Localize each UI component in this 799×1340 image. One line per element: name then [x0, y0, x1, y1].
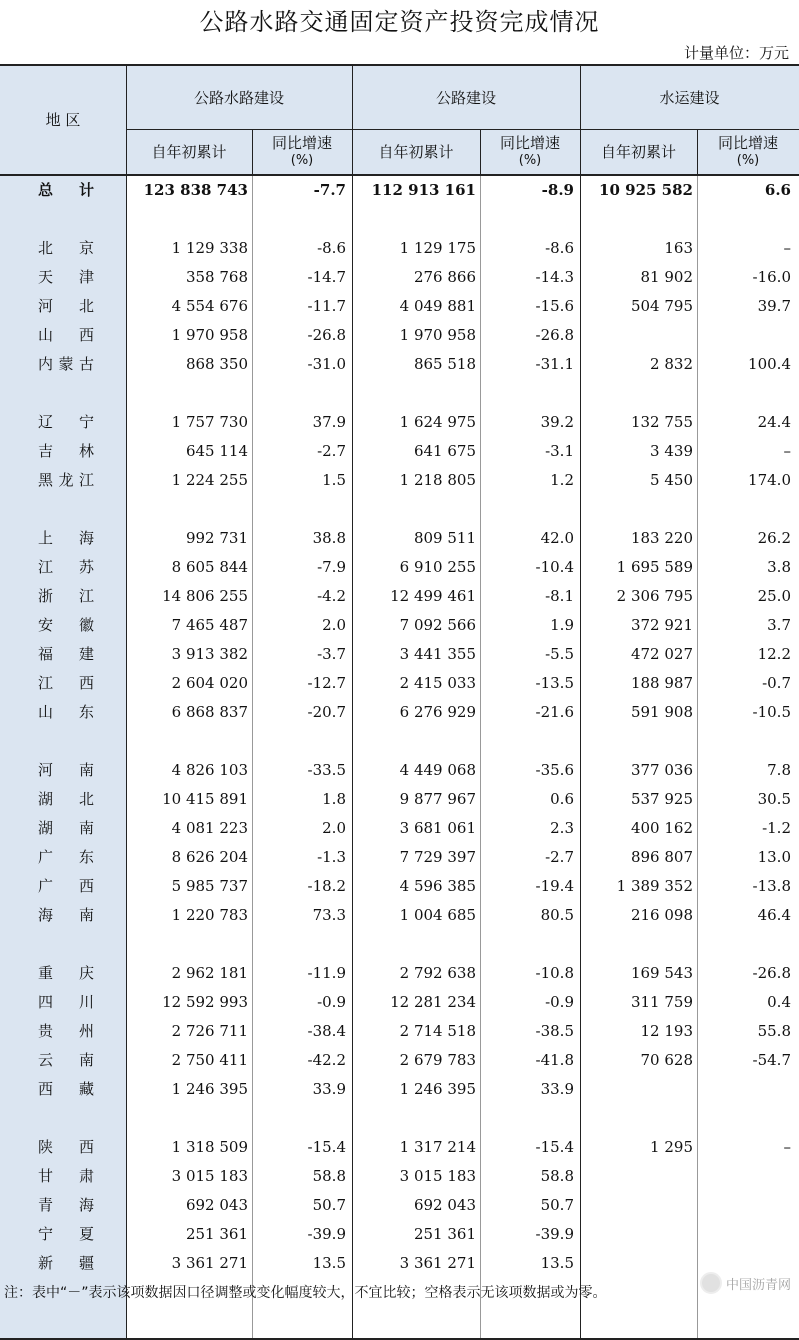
table-row [0, 640, 799, 669]
cum-water-cell: 12 193 [640, 1022, 693, 1040]
yoy-water-cell: -54.7 [752, 1051, 791, 1069]
yoy-total-cell: -2.7 [317, 442, 346, 460]
region-name: 天津 [38, 268, 94, 286]
yoy-total-cell: 1.8 [322, 790, 346, 808]
header-yoy-line1: 同比增速 [717, 134, 778, 152]
cum-total-cell: 4 081 223 [171, 819, 248, 837]
cum-road-cell: 641 675 [413, 442, 476, 460]
cum-road-cell: 1 317 214 [399, 1138, 476, 1156]
yoy-total-cell: -12.7 [307, 674, 346, 692]
yoy-road-cell: 50.7 [540, 1196, 574, 1214]
region-name: 西藏 [38, 1080, 94, 1098]
cum-road-cell: 2 679 783 [399, 1051, 476, 1069]
table-row [0, 582, 799, 611]
region-name: 宁夏 [38, 1225, 94, 1243]
cum-total-cell: 5 985 737 [171, 877, 248, 895]
cum-water-cell [580, 1191, 697, 1220]
cum-total-cell: 1 970 958 [171, 326, 248, 344]
watermark-logo-icon [700, 1272, 722, 1294]
header-yoy-line2: (%) [736, 153, 760, 168]
watermark [700, 1268, 791, 1298]
yoy-total-cell: -7.9 [317, 558, 346, 576]
yoy-road-cell: 58.8 [540, 1167, 574, 1185]
yoy-water-cell: – [783, 239, 791, 257]
region-name: 甘肃 [38, 1167, 94, 1185]
region-name: 安徽 [38, 616, 94, 634]
cum-water-cell: 377 036 [630, 761, 693, 779]
yoy-road-cell: -15.6 [535, 297, 574, 315]
cum-water-cell [580, 1075, 697, 1104]
table-row [0, 1075, 799, 1104]
table-row [0, 611, 799, 640]
yoy-total-cell: -3.7 [317, 645, 346, 663]
cum-total-cell: 3 361 271 [171, 1254, 248, 1272]
cum-total-cell: 123 838 743 [143, 181, 248, 199]
cum-road-cell: 1 246 395 [399, 1080, 476, 1098]
region-name: 北京 [38, 239, 94, 257]
cum-total-cell: 692 043 [185, 1196, 248, 1214]
region-name: 广东 [38, 848, 94, 866]
yoy-water-cell: – [783, 442, 791, 460]
cum-total-cell: 645 114 [185, 442, 248, 460]
table-row [0, 1017, 799, 1046]
cum-road-cell: 3 361 271 [399, 1254, 476, 1272]
cum-total-cell: 868 350 [185, 355, 248, 373]
yoy-road-cell: 13.5 [540, 1254, 574, 1272]
yoy-water-cell: 12.2 [757, 645, 791, 663]
table-row [0, 756, 799, 785]
yoy-total-cell: 2.0 [322, 819, 346, 837]
cum-water-cell [580, 1220, 697, 1249]
header-region: 地 区 [45, 110, 81, 129]
table-row [0, 234, 799, 263]
cum-total-cell: 3 015 183 [171, 1167, 248, 1185]
yoy-road-cell: -3.1 [545, 442, 574, 460]
yoy-road-cell: 80.5 [540, 906, 574, 924]
table-row [0, 698, 799, 727]
yoy-total-cell: -18.2 [307, 877, 346, 895]
cum-water-cell: 400 162 [630, 819, 693, 837]
table-row [0, 553, 799, 582]
cum-total-cell: 358 768 [185, 268, 248, 286]
region-name: 山西 [38, 326, 94, 344]
yoy-total-cell: -26.8 [307, 326, 346, 344]
cum-water-cell: 2 306 795 [616, 587, 693, 605]
cum-water-cell: 2 832 [650, 355, 693, 373]
yoy-road-cell: -15.4 [535, 1138, 574, 1156]
yoy-water-cell [697, 1220, 799, 1249]
table-row [0, 843, 799, 872]
table-row [0, 408, 799, 437]
cum-road-cell: 3 681 061 [399, 819, 476, 837]
yoy-road-cell: -0.9 [545, 993, 574, 1011]
yoy-water-cell [697, 1191, 799, 1220]
cum-water-cell: 1 295 [650, 1138, 693, 1156]
yoy-water-cell: 100.4 [748, 355, 791, 373]
cum-water-cell: 1 695 589 [616, 558, 693, 576]
cum-total-cell: 2 604 020 [171, 674, 248, 692]
yoy-water-cell: 3.8 [767, 558, 791, 576]
yoy-water-cell: -26.8 [752, 964, 791, 982]
cum-water-cell: 537 925 [630, 790, 693, 808]
table-row [0, 872, 799, 901]
yoy-water-cell: -16.0 [752, 268, 791, 286]
cum-total-cell: 7 465 487 [171, 616, 248, 634]
total-row [0, 176, 799, 205]
cum-water-cell [580, 321, 697, 350]
yoy-road-cell: 2.3 [550, 819, 574, 837]
yoy-total-cell: 1.5 [322, 471, 346, 489]
yoy-road-cell: -41.8 [535, 1051, 574, 1069]
region-name: 吉林 [38, 442, 94, 460]
yoy-total-cell: -20.7 [307, 703, 346, 721]
cum-water-cell: 5 450 [650, 471, 693, 489]
yoy-water-cell: 55.8 [757, 1022, 791, 1040]
region-name: 总 计 [38, 181, 94, 199]
table-row [0, 1046, 799, 1075]
yoy-total-cell: -11.9 [307, 964, 346, 982]
yoy-road-cell: -14.3 [535, 268, 574, 286]
cum-road-cell: 809 511 [413, 529, 476, 547]
region-name: 云南 [38, 1051, 94, 1069]
cum-water-cell: 132 755 [630, 413, 693, 431]
cum-water-cell: 372 921 [630, 616, 693, 634]
cum-water-cell: 188 987 [630, 674, 693, 692]
header-group-road: 公路建设 [435, 88, 496, 107]
cum-road-cell: 3 015 183 [399, 1167, 476, 1185]
cum-water-cell: 10 925 582 [599, 181, 693, 199]
table-row [0, 1249, 799, 1278]
cum-water-cell [580, 1249, 697, 1278]
region-name: 上海 [38, 529, 94, 547]
cum-total-cell: 4 826 103 [171, 761, 248, 779]
yoy-total-cell: -4.2 [317, 587, 346, 605]
header-yoy-line2: (%) [290, 153, 314, 168]
yoy-road-cell: -21.6 [535, 703, 574, 721]
region-name: 青海 [38, 1196, 94, 1214]
cum-water-cell [580, 1162, 697, 1191]
table-row [0, 669, 799, 698]
cum-total-cell: 2 750 411 [171, 1051, 248, 1069]
yoy-water-cell [697, 1162, 799, 1191]
cum-total-cell: 6 868 837 [171, 703, 248, 721]
cum-total-cell: 3 913 382 [171, 645, 248, 663]
cum-road-cell: 112 913 161 [371, 181, 476, 199]
yoy-total-cell: -11.7 [307, 297, 346, 315]
yoy-total-cell: -39.9 [307, 1225, 346, 1243]
cum-road-cell: 1 218 805 [399, 471, 476, 489]
table-row [0, 1133, 799, 1162]
table-row [0, 1162, 799, 1191]
yoy-road-cell: 33.9 [540, 1080, 574, 1098]
region-name: 江西 [38, 674, 94, 692]
yoy-road-cell: -8.1 [545, 587, 574, 605]
cum-road-cell: 12 281 234 [390, 993, 476, 1011]
yoy-water-cell: 174.0 [748, 471, 791, 489]
yoy-total-cell: 13.5 [312, 1254, 346, 1272]
region-name: 贵州 [38, 1022, 94, 1040]
cum-total-cell: 14 806 255 [162, 587, 248, 605]
table-row [0, 988, 799, 1017]
table-row [0, 263, 799, 292]
yoy-road-cell: 1.2 [550, 471, 574, 489]
cum-road-cell: 4 049 881 [399, 297, 476, 315]
cum-road-cell: 4 449 068 [399, 761, 476, 779]
table-row [0, 466, 799, 495]
header-yoy-road [480, 130, 580, 174]
yoy-total-cell: 50.7 [312, 1196, 346, 1214]
yoy-water-cell: 0.4 [767, 993, 791, 1011]
yoy-water-cell: 6.6 [764, 181, 791, 199]
yoy-road-cell: -10.4 [535, 558, 574, 576]
cum-road-cell: 7 729 397 [399, 848, 476, 866]
cum-total-cell: 251 361 [185, 1225, 248, 1243]
region-name: 海南 [38, 906, 94, 924]
yoy-water-cell: 30.5 [757, 790, 791, 808]
cum-road-cell: 1 129 175 [399, 239, 476, 257]
yoy-road-cell: -19.4 [535, 877, 574, 895]
header-divider [126, 129, 799, 130]
header-group-water: 水运建设 [659, 88, 720, 107]
yoy-road-cell: -35.6 [535, 761, 574, 779]
yoy-total-cell: 2.0 [322, 616, 346, 634]
cum-road-cell: 4 596 385 [399, 877, 476, 895]
header-divider [697, 130, 698, 174]
yoy-total-cell: 38.8 [312, 529, 346, 547]
table-row [0, 350, 799, 379]
cum-total-cell: 992 731 [185, 529, 248, 547]
yoy-water-cell [697, 1075, 799, 1104]
region-name: 河北 [38, 297, 94, 315]
cum-water-cell: 163 [664, 239, 693, 257]
cum-water-cell: 216 098 [630, 906, 693, 924]
yoy-total-cell: 73.3 [312, 906, 346, 924]
cum-water-cell: 70 628 [640, 1051, 693, 1069]
cum-road-cell: 2 714 518 [399, 1022, 476, 1040]
region-name: 新疆 [38, 1254, 94, 1272]
yoy-total-cell: -42.2 [307, 1051, 346, 1069]
yoy-water-cell: -1.2 [762, 819, 791, 837]
yoy-road-cell: -13.5 [535, 674, 574, 692]
yoy-water-cell: 24.4 [757, 413, 791, 431]
header-cum-water: 自年初累计 [600, 142, 676, 161]
region-name: 湖南 [38, 819, 94, 837]
yoy-total-cell: 37.9 [312, 413, 346, 431]
cum-water-cell: 591 908 [630, 703, 693, 721]
cum-water-cell: 3 439 [650, 442, 693, 460]
header-yoy-line2: (%) [518, 153, 542, 168]
cum-road-cell: 3 441 355 [399, 645, 476, 663]
cum-road-cell: 9 877 967 [399, 790, 476, 808]
cum-total-cell: 10 415 891 [162, 790, 248, 808]
cum-road-cell: 12 499 461 [390, 587, 476, 605]
cum-total-cell: 1 220 783 [171, 906, 248, 924]
yoy-total-cell: -38.4 [307, 1022, 346, 1040]
footnote: 注：表中“－”表示该项数据因口径调整或变化幅度较大，不宜比较；空格表示无该项数据或为零。 [4, 1285, 607, 1301]
yoy-water-cell: 46.4 [757, 906, 791, 924]
region-name: 江苏 [38, 558, 94, 576]
table-row [0, 901, 799, 930]
yoy-water-cell: 26.2 [757, 529, 791, 547]
yoy-road-cell: -5.5 [545, 645, 574, 663]
cum-total-cell: 1 129 338 [171, 239, 248, 257]
cum-total-cell: 1 246 395 [171, 1080, 248, 1098]
table-row [0, 1220, 799, 1249]
yoy-road-cell: -26.8 [535, 326, 574, 344]
yoy-road-cell: -8.9 [541, 181, 574, 199]
yoy-total-cell: -1.3 [317, 848, 346, 866]
header-yoy-total [252, 130, 352, 174]
cum-road-cell: 1 004 685 [399, 906, 476, 924]
region-name: 浙江 [38, 587, 94, 605]
region-name: 山东 [38, 703, 94, 721]
region-name: 辽宁 [38, 413, 94, 431]
cum-road-cell: 276 866 [413, 268, 476, 286]
region-name: 河南 [38, 761, 94, 779]
region-name: 福建 [38, 645, 94, 663]
yoy-water-cell: 13.0 [757, 848, 791, 866]
yoy-water-cell: 3.7 [767, 616, 791, 634]
cum-total-cell: 1 224 255 [171, 471, 248, 489]
cum-total-cell: 12 592 993 [162, 993, 248, 1011]
cum-road-cell: 865 518 [413, 355, 476, 373]
yoy-water-cell: -10.5 [752, 703, 791, 721]
yoy-water-cell: 25.0 [757, 587, 791, 605]
table-row [0, 785, 799, 814]
table-row [0, 959, 799, 988]
cum-water-cell: 311 759 [630, 993, 693, 1011]
header-yoy-line1: 同比增速 [271, 134, 332, 152]
cum-total-cell: 2 962 181 [171, 964, 248, 982]
yoy-water-cell [697, 321, 799, 350]
header-cum-road: 自年初累计 [378, 142, 454, 161]
unit-label: 计量单位：万元 [683, 44, 789, 62]
header-cum-total: 自年初累计 [151, 142, 227, 161]
cum-road-cell: 7 092 566 [399, 616, 476, 634]
yoy-road-cell: 39.2 [540, 413, 574, 431]
cum-water-cell: 896 807 [630, 848, 693, 866]
yoy-total-cell: -31.0 [307, 355, 346, 373]
yoy-road-cell: -39.9 [535, 1225, 574, 1243]
region-name: 内蒙古 [38, 355, 94, 373]
cum-total-cell: 4 554 676 [171, 297, 248, 315]
yoy-road-cell: -38.5 [535, 1022, 574, 1040]
yoy-total-cell: -33.5 [307, 761, 346, 779]
region-name: 广西 [38, 877, 94, 895]
region-name: 湖北 [38, 790, 94, 808]
cum-road-cell: 2 415 033 [399, 674, 476, 692]
cum-total-cell: 1 757 730 [171, 413, 248, 431]
cum-road-cell: 6 910 255 [399, 558, 476, 576]
yoy-total-cell: -0.9 [317, 993, 346, 1011]
yoy-total-cell: 58.8 [312, 1167, 346, 1185]
cum-water-cell: 183 220 [630, 529, 693, 547]
region-name: 陕西 [38, 1138, 94, 1156]
header-group-total: 公路水路建设 [193, 88, 284, 107]
yoy-total-cell: -14.7 [307, 268, 346, 286]
yoy-water-cell: 39.7 [757, 297, 791, 315]
cum-road-cell: 1 970 958 [399, 326, 476, 344]
yoy-water-cell: -0.7 [762, 674, 791, 692]
cum-water-cell: 472 027 [630, 645, 693, 663]
header-divider [480, 130, 481, 174]
table-row [0, 814, 799, 843]
cum-road-cell: 2 792 638 [399, 964, 476, 982]
header-yoy-water [697, 130, 799, 174]
region-name: 黑龙江 [38, 471, 94, 489]
watermark-text: 中国沥青网 [725, 1277, 791, 1293]
page-title: 公路水路交通固定资产投资完成情况 [199, 8, 600, 36]
cum-water-cell: 1 389 352 [616, 877, 693, 895]
table-header [0, 64, 799, 176]
cum-water-cell: 81 902 [640, 268, 693, 286]
yoy-road-cell: -8.6 [545, 239, 574, 257]
yoy-total-cell: -15.4 [307, 1138, 346, 1156]
yoy-road-cell: 42.0 [540, 529, 574, 547]
yoy-total-cell: 33.9 [312, 1080, 346, 1098]
cum-total-cell: 8 626 204 [171, 848, 248, 866]
cum-road-cell: 6 276 929 [399, 703, 476, 721]
yoy-total-cell: -8.6 [317, 239, 346, 257]
region-name: 重庆 [38, 964, 94, 982]
table-row [0, 437, 799, 466]
table-row [0, 292, 799, 321]
yoy-total-cell: -7.7 [313, 181, 346, 199]
cum-total-cell: 8 605 844 [171, 558, 248, 576]
yoy-water-cell: 7.8 [767, 761, 791, 779]
yoy-road-cell: 0.6 [550, 790, 574, 808]
table-row [0, 1191, 799, 1220]
table-row [0, 321, 799, 350]
yoy-road-cell: -2.7 [545, 848, 574, 866]
yoy-water-cell: – [783, 1138, 791, 1156]
table-row [0, 524, 799, 553]
yoy-water-cell: -13.8 [752, 877, 791, 895]
cum-road-cell: 1 624 975 [399, 413, 476, 431]
yoy-road-cell: -10.8 [535, 964, 574, 982]
header-yoy-line1: 同比增速 [499, 134, 560, 152]
cum-total-cell: 1 318 509 [171, 1138, 248, 1156]
cum-water-cell: 169 543 [630, 964, 693, 982]
yoy-road-cell: 1.9 [550, 616, 574, 634]
cum-road-cell: 692 043 [413, 1196, 476, 1214]
yoy-road-cell: -31.1 [535, 355, 574, 373]
cum-total-cell: 2 726 711 [171, 1022, 248, 1040]
cum-road-cell: 251 361 [413, 1225, 476, 1243]
region-name: 四川 [38, 993, 94, 1011]
header-divider [252, 130, 253, 174]
cum-water-cell: 504 795 [630, 297, 693, 315]
